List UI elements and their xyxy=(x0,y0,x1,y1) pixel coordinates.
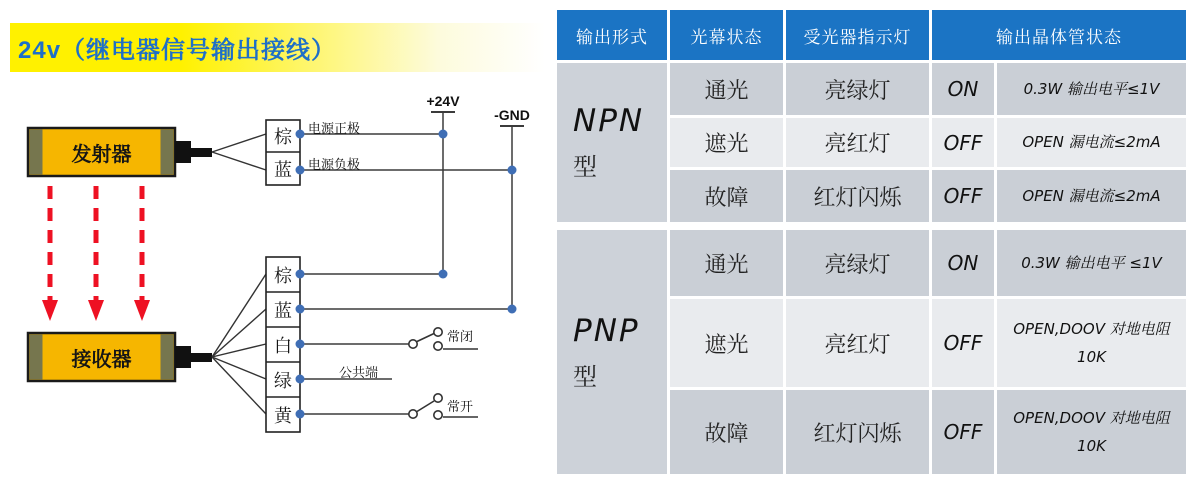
receiver-label: 接收器 xyxy=(71,348,132,371)
no-contact-label: 常开 xyxy=(447,399,474,414)
table-cell: OFF xyxy=(932,299,994,387)
table-cell: 亮红灯 xyxy=(786,118,929,167)
table-cell: OPEN,DOOV 对地电阻 10K xyxy=(997,299,1186,387)
table-cell: 遮光 xyxy=(670,299,783,387)
table-cell: 红灯闪烁 xyxy=(786,390,929,474)
common-terminal-label: 公共端 xyxy=(339,365,379,380)
table-cell: 故障 xyxy=(670,170,783,222)
table-cell: 故障 xyxy=(670,390,783,474)
terminal-24v-label: +24V xyxy=(426,93,460,109)
table-cell: 亮绿灯 xyxy=(786,230,929,296)
header-receiver-indicator: 受光器指示灯 xyxy=(786,10,929,60)
table-cell: 通光 xyxy=(670,230,783,296)
table-cell: ON xyxy=(932,230,994,296)
rx-wire-brown: 棕 xyxy=(274,265,292,286)
page-title: 24v（继电器信号输出接线） xyxy=(18,37,337,64)
table-cell: OPEN 漏电流≤2mA xyxy=(997,118,1186,167)
rx-wire-green: 绿 xyxy=(274,370,292,391)
power-positive-label: 电源正极 xyxy=(308,121,361,136)
transmitter-label: 发射器 xyxy=(71,143,132,166)
rx-fan-wires xyxy=(212,274,266,414)
ground-terminal xyxy=(500,126,524,309)
table-cell: 通光 xyxy=(670,63,783,115)
npn-type-suffix: 型 xyxy=(573,154,597,181)
tx-fan-wires xyxy=(212,134,266,170)
table-cell: ON xyxy=(932,63,994,115)
header-transistor-state: 输出晶体管状态 xyxy=(932,10,1186,60)
pnp-section xyxy=(557,230,1186,474)
power-negative-label: 电源负极 xyxy=(308,157,361,172)
tx-wire-brown: 棕 xyxy=(274,127,292,147)
pnp-type-label: PNP xyxy=(573,312,640,349)
header-curtain-state: 光幕状态 xyxy=(670,10,783,60)
connection-wires xyxy=(300,134,512,414)
nc-contact-label: 常闭 xyxy=(447,329,474,344)
table-cell: 亮红灯 xyxy=(786,299,929,387)
table-cell: OFF xyxy=(932,390,994,474)
npn-type-label: NPN xyxy=(573,103,645,139)
table-cell: 遮光 xyxy=(670,118,783,167)
table-header-row xyxy=(557,10,1186,60)
table-cell: OPEN,DOOV 对地电阻 10K xyxy=(997,390,1186,474)
pnp-type-cell xyxy=(557,230,667,474)
npn-section xyxy=(557,63,1186,222)
table-cell: OFF xyxy=(932,118,994,167)
tx-wire-blue: 蓝 xyxy=(274,159,292,180)
status-table xyxy=(557,10,1186,474)
light-beam-arrows xyxy=(42,186,150,321)
table-cell: 红灯闪烁 xyxy=(786,170,929,222)
pnp-type-suffix: 型 xyxy=(573,363,597,391)
rx-wire-white: 白 xyxy=(274,335,292,356)
header-output-form: 输出形式 xyxy=(557,10,667,60)
table-cell: 0.3W 输出电平≤1V xyxy=(997,63,1186,115)
npn-type-cell xyxy=(557,63,667,222)
rx-wire-blue: 蓝 xyxy=(274,300,292,321)
table-cell: OFF xyxy=(932,170,994,222)
rx-wire-yellow: 黄 xyxy=(274,405,292,426)
table-cell: 亮绿灯 xyxy=(786,63,929,115)
table-cell: OPEN 漏电流≤2mA xyxy=(997,170,1186,222)
table-cell: 0.3W 输出电平 ≤1V xyxy=(997,230,1186,296)
terminal-gnd-label: -GND xyxy=(494,107,530,123)
